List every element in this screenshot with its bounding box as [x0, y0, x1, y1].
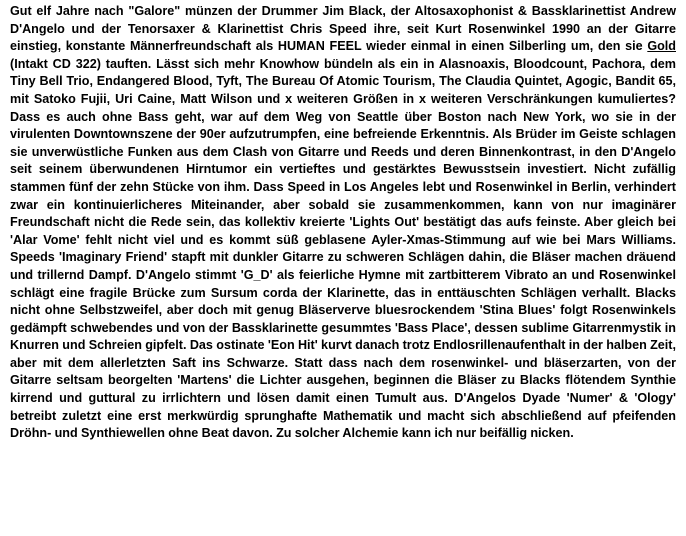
review-text [10, 3, 676, 443]
review-text-part-1: Gut elf Jahre nach "Galore" münzen der Drummer Jim Black, der Altosaxophonist & Bassklarinettist Andrew D'Angelo und der Tenorsaxer & Klarinettist Chris Speed ihre, seit Kurt Rosenwinkel 1990 an der Gitarre einstieg, konstante Männerfreundschaft als HUMAN FEEL wieder einmal in einen Silberling um, den sie [10, 4, 676, 54]
album-title-link[interactable]: Gold [647, 39, 676, 54]
review-text-part-2: (Intakt CD 322) tauften. Lässt sich mehr Knowhow bündeln als ein in Alasnoaxis, Bloodcount, Pachora, dem Tiny Bell Trio, Endangered Blood, Tyft, The Bureau Of Atomic Tourism, The Claudia Quintet, Agogic, Bandit 65, mit Satoko Fujii, Uri Caine, Matt Wilson und x weiteren Größen in x weiteren Verschränkungen kumuliertes? Dass es auch ohne Bass geht, war auf dem Weg von Seattle über Boston nach New York, wo sie in der virulenten Downtownszene der 90er aufzutrumpfen, eine befreiende Erkenntnis. Als Brüder im Geiste schlagen sie unverwüstliche Funken aus dem Clash von Gitarre und Reeds und deren Binnenkontrast, in den D'Angelo seit seinem überwundenen Hirntumor ein vertieftes und gestärktes Bewusstsein investiert. Nicht zufällig stammen fünf der zehn Stücke von ihm. Dass Speed in Los Angeles lebt und Rosenwinkel in Berlin, verhindert zwar ein kontinuierlicheres Miteinander, aber sobald sie zusammenkommen, kann von nur imaginärer Freundschaft nicht die Rede sein, das kollektiv kreierte 'Lights Out' bestätigt das aufs feinste. Aber gleich bei 'Alar Vome' fehlt nicht viel und es kommt süß geblasene Ayler-Xmas-Stimmung auf wie bei Mars Williams. Speeds 'Imaginary Friend' stapft mit dunkler Gitarre zu schweren Schlägen dahin, die Bläser machen dräuend und trillernd Dampf. D'Angelo stimmt 'G_D' als feierliche Hymne mit zartbitterem Vibrato an und Rosenwinkel schlägt eine fragile Brücke zum Sursum corda der Klarinette, das in enttäuschten Schlägen verhallt. Blacks nicht ohne Selbstzweifel, aber doch mit genug Bläserverve bluesrockendem 'Stina Blues' folgt Rosenwinkels gedämpft schwebendes und von der Bassklarinette gesummtes 'Bass Place', dessen sublime Gitarrenmystik in Knurren und Schreien gipfelt. Das ostinate 'Eon Hit' kurvt danach trotz Endlosrillenaufenthalt in der halben Zeit, aber mit dem allerletzten Saft ins Schwarze. Statt dass nach dem rosenwinkel- und bläserzarten, von der Gitarre seltsam beorgelten 'Martens' die Lichter ausgehen, beginnen die Bläser zu Blacks flötendem Synthie kirrend und guttural zu irrlichtern und lösen damit einen Tumult aus. D'Angelos Dyade 'Numer' & 'Ology' betreibt zuletzt eine erst merkwürdig sprunghafte Mathematik und macht sich abschließend auf pfeifenden Dröhn- und Synthiewellen ohne Beat davon. Zu solcher Alchemie kann ich nur beifällig nicken. [10, 56, 676, 441]
